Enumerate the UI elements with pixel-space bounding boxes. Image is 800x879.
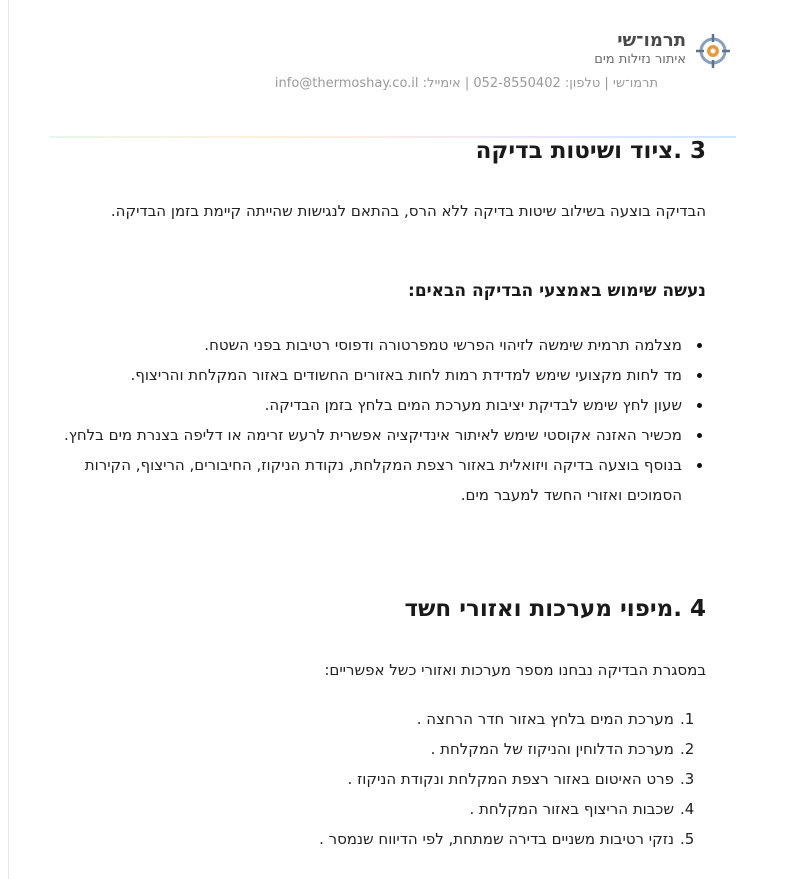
contact-line: תרמו־שי | טלפון: 052-8550402 | אימייל: info@thermoshay.co.il	[274, 76, 658, 91]
list-item	[206, 764, 706, 794]
section-3-subhead: נעשה שימוש באמצעי הבדיקה הבאים:	[408, 281, 706, 301]
item-text: שכבות הריצוף באזור המקלחת .	[469, 800, 674, 818]
item-text: פרט האיטום באזור רצפת המקלחת ונקודת הניקוז .	[347, 770, 674, 788]
list-item	[206, 734, 706, 764]
item-number: 2.	[680, 740, 695, 758]
item-number: 1.	[680, 710, 695, 728]
brand-block	[594, 30, 686, 68]
item-number: 4.	[680, 800, 695, 818]
item-text: נזקי רטיבות משניים בדירה שמתחת, לפי הדיווח שנמסר .	[319, 830, 674, 848]
letterhead	[50, 26, 736, 116]
list-item: מכשיר האזנה אקוסטי שימש לאיתור אינדיקציה אפשרית לרעש זרימה או דליפה בצנרת מים בלחץ.	[56, 420, 706, 450]
list-item: מצלמה תרמית שימשה לזיהוי הפרשי טמפרטורה ודפוסי רטיבות בפני השטח.	[56, 330, 706, 360]
section-3-title: 3 .ציוד ושיטות בדיקה	[475, 138, 706, 164]
list-item: בנוסף בוצעה בדיקה ויזואלית באזור רצפת המקלחת, נקודת הניקוז, החיבורים, הריצוף, הקירות הסמוכים ואזורי החשד למעבר מים.	[56, 450, 706, 510]
page-edge-line	[8, 0, 9, 879]
crosshair-logo-icon	[694, 32, 732, 70]
item-text: מערכת הדלוחין והניקוז של המקלחת .	[430, 740, 674, 758]
item-number: 3.	[680, 770, 695, 788]
list-item	[206, 824, 706, 854]
systems-list	[206, 704, 706, 854]
list-item: מד לחות מקצועי שימש למדידת רמות לחות באזורים החשודים באזור המקלחת והריצוף.	[56, 360, 706, 390]
brand-name: תרמו־שי	[617, 30, 686, 51]
item-text: מערכת המים בלחץ באזור חדר הרחצה .	[416, 710, 674, 728]
list-item	[206, 704, 706, 734]
equipment-list	[56, 330, 706, 510]
document-page	[50, 0, 736, 879]
item-number: 5.	[680, 830, 695, 848]
list-item	[206, 794, 706, 824]
list-item: שעון לחץ שימש לבדיקת יציבות מערכת המים בלחץ בזמן הבדיקה.	[56, 390, 706, 420]
brand-tagline: איתור נזילות מים	[594, 52, 686, 67]
section-4-title: 4 .מיפוי מערכות ואזורי חשד	[404, 596, 706, 622]
section-4-intro: במסגרת הבדיקה נבחנו מספר מערכות ואזורי כשל אפשריים:	[324, 661, 706, 679]
section-3-intro: הבדיקה בוצעה בשילוב שיטות בדיקה ללא הרס, בהתאם לנגישות שהייתה קיימת בזמן הבדיקה.	[110, 202, 706, 220]
